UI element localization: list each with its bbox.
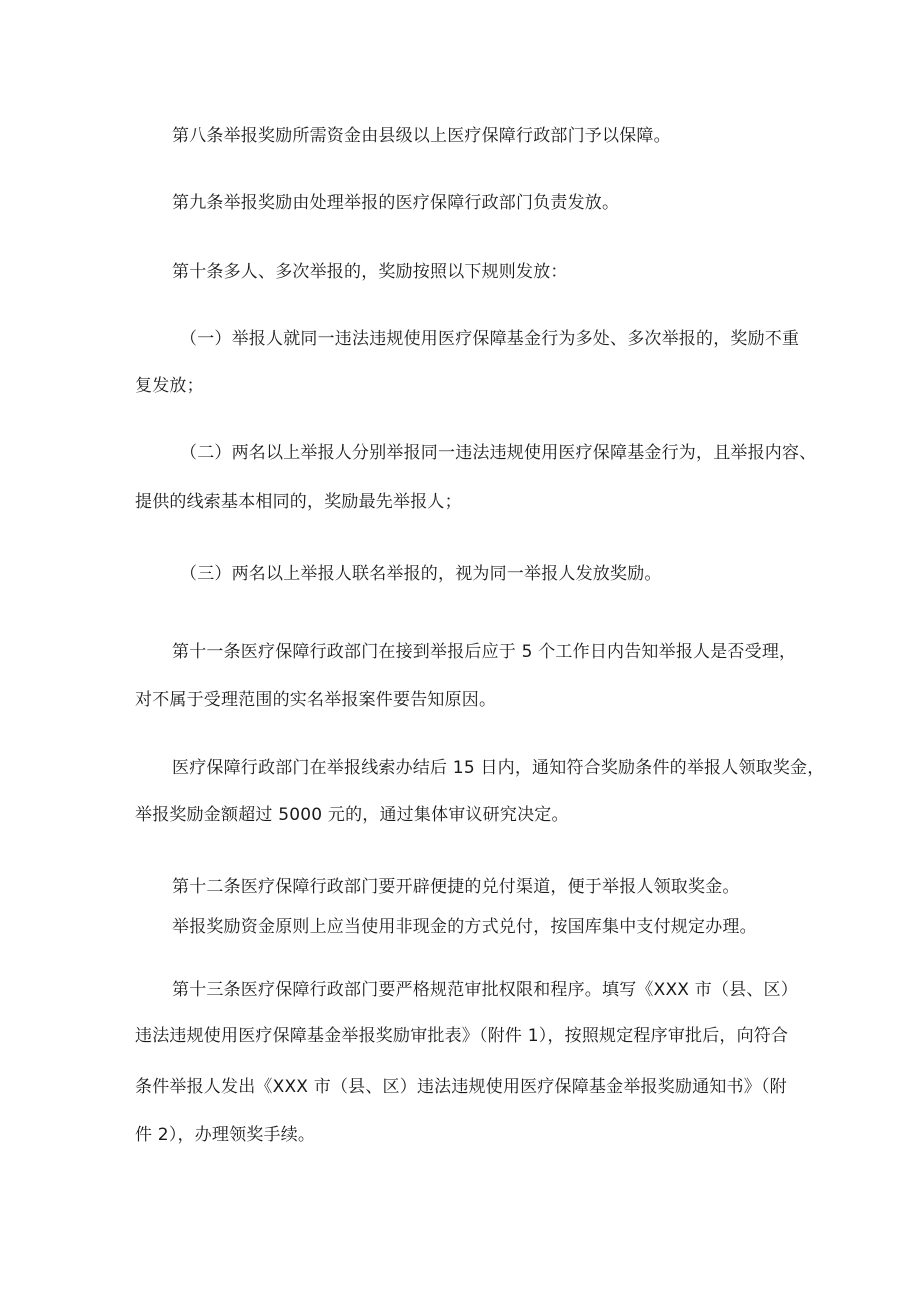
text-line-item-2-part2: 提供的线索基本相同的，奖励最先举报人；	[135, 492, 462, 512]
text-line-item-1-part1: （一）举报人就同一违法违规使用医疗保障基金行为多处、多次举报的，奖励不重	[180, 329, 800, 349]
text-line-article-13-part1: 第十三条医疗保障行政部门要严格规范审批权限和程序。填写《XXX 市（县、区）	[172, 980, 798, 1000]
text-line-article-12-part1: 第十二条医疗保障行政部门要开辟便捷的兑付渠道，便于举报人领取奖金。	[172, 877, 740, 897]
text-line-article-8: 第八条举报奖励所需资金由县级以上医疗保障行政部门予以保障。	[172, 126, 671, 146]
text-line-article-11-part1: 第十一条医疗保障行政部门在接到举报后应于 5 个工作日内告知举报人是否受理，	[172, 642, 797, 662]
text-line-article-10: 第十条多人、多次举报的，奖励按照以下规则发放：	[172, 262, 568, 282]
text-line-reward-notice-part2: 举报奖励金额超过 5000 元的，通过集体审议研究决定。	[135, 805, 569, 825]
text-line-article-13-part4: 件 2），办理领奖手续。	[135, 1125, 316, 1145]
text-line-article-13-part2: 违法违规使用医疗保障基金举报奖励审批表》（附件 1），按照规定程序审批后，向符合	[135, 1026, 789, 1046]
text-line-article-9: 第九条举报奖励由处理举报的医疗保障行政部门负责发放。	[172, 193, 620, 213]
text-line-item-2-part1: （二）两名以上举报人分别举报同一违法违规使用医疗保障基金行为，且举报内容、	[180, 443, 817, 463]
text-line-reward-notice-part1: 医疗保障行政部门在举报线索办结后 15 日内，通知符合奖励条件的举报人领取奖金，	[172, 758, 825, 778]
text-line-item-1-part2: 复发放；	[135, 376, 204, 396]
text-line-item-3: （三）两名以上举报人联名举报的，视为同一举报人发放奖励。	[180, 564, 662, 584]
text-line-article-11-part2: 对不属于受理范围的实名举报案件要告知原因。	[135, 690, 497, 710]
text-line-article-12-part2: 举报奖励资金原则上应当使用非现金的方式兑付，按国库集中支付规定办理。	[172, 917, 757, 937]
text-line-article-13-part3: 条件举报人发出《XXX 市（县、区）违法违规使用医疗保障基金举报奖励通知书》（附	[135, 1077, 787, 1097]
